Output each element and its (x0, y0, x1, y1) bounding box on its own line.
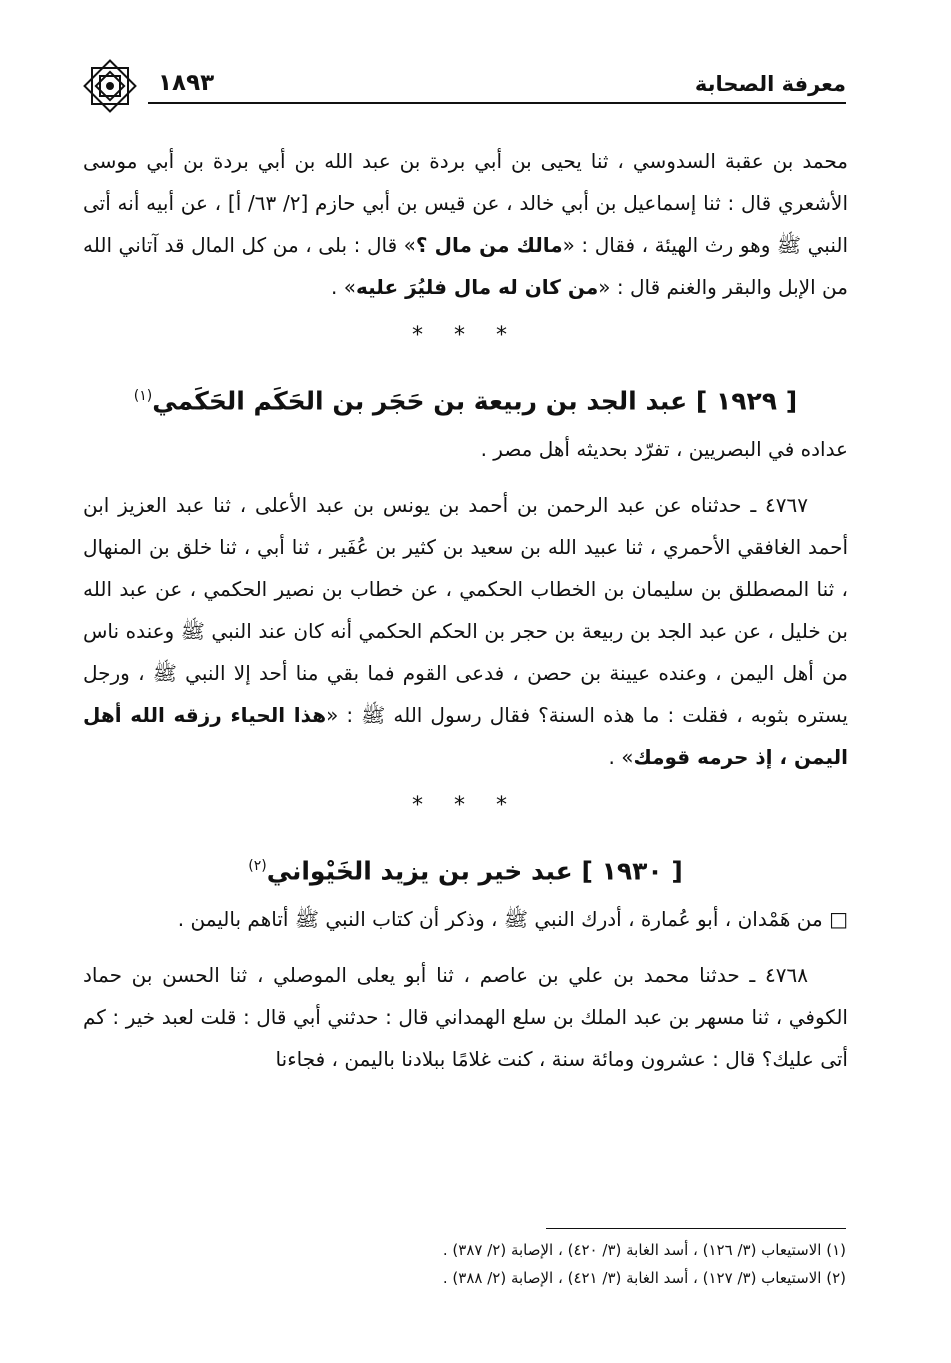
footnote-2: (٢) الاستيعاب (٣/ ١٢٧) ، أسد الغابة (٣/ ٤٢١) ، الإصابة (٢/ ٣٨٨) . (442, 1269, 846, 1287)
footnote-ref: (٢) (248, 858, 267, 874)
text-segment: » . (331, 275, 356, 299)
paragraph-previous-entry (83, 140, 848, 308)
hadith-4768: ٤٧٦٨ ـ حدثنا محمد بن علي بن عاصم ، ثنا أبو يعلى الموصلي ، ثنا الحسن بن حماد الكوفي ، ثنا مسهر بن عبد الملك بن سلع الهمداني قال : حدثني أبي قال : قلت لعبد خير : كم أتى عليك؟ قال : عشرون ومائة سنة ، كنت غلامًا ببلادنا باليمن ، فجاءنا (83, 963, 848, 1071)
section-separator: * * * (412, 793, 519, 818)
entry-heading-text: [ ١٩٣٠ ] عبد خير بن يزيد الخَيْواني (266, 856, 683, 886)
header-rule (148, 102, 846, 104)
text-segment: ٤٧٦٧ ـ حدثناه عن عبد الرحمن بن أحمد بن يونس بن عبد الأعلى ، ثنا عبد العزيز ابن أحمد الغافقي الأحمري ، ثنا عبيد الله بن سعيد بن كثير بن عُفَير ، ثنا أبي ، ثنا خلق بن المنهال ، ثنا المصطلق بن سليمان بن الخطاب الحكمي ، عن خطاب بن نصير الحكمي ، عن عبد الله بن خليل ، عن عبد الجد بن ربيعة بن حجر بن الحكم الحكمي أنه كان عند النبي ﷺ وعنده ناس من أهل اليمن ، وعنده عيينة بن حصن ، فدعى القوم فما بقي منا أحد إلا النبي ﷺ ، ورجل يستره بثوبه ، فقلت : ما هذه السنة؟ فقال رسول الله ﷺ : « (83, 493, 848, 727)
page-title: معرفة الصحابة (694, 72, 846, 96)
entry-heading-text: [ ١٩٢٩ ] عبد الجد بن ربيعة بن حَجَر بن الحَكَم الحَكَمي (152, 386, 798, 416)
page-number: ١٨٩٣ (158, 70, 215, 96)
entry-heading-1929 (83, 364, 848, 428)
entry-intro-1930: □ من هَمْدان ، أبو عُمارة ، أدرك النبي ﷺ ، وذكر أن كتاب النبي ﷺ أتاهم باليمن . (177, 907, 848, 931)
main-text (83, 140, 848, 1080)
text-segment: محمد بن عقبة السدوسي ، ثنا يحيى بن أبي بردة بن عبد الله بن أبي بردة بن أبي موسى الأشعري قال : ثنا إسماعيل بن أبي خالد ، عن قيس بن أبي حازم [٢/ ٦٣/ أ] ، عن أبيه أنه أتى النبي ﷺ وهو رث الهيئة ، فقال : « (83, 149, 848, 257)
footnote-rule (546, 1228, 846, 1229)
quote-bold: مالك من مال ؟ (415, 233, 563, 257)
footnote-ref: (١) (133, 388, 153, 404)
quote-bold: هذا الحياء رزقه الله أهل اليمن ، إذ حرمه قومك (83, 703, 848, 769)
text-segment: » قال : بلى ، من كل المال قد آتاني الله من الإبل والبقر والغنم قال : « (83, 233, 848, 299)
page-header (78, 62, 846, 102)
footnote-1: (١) الاستيعاب (٣/ ١٢٦) ، أسد الغابة (٣/ ٤٢٠) ، الإصابة (٢/ ٣٨٧) . (442, 1241, 846, 1259)
entry-intro-1929: عداده في البصريين ، تفرّد بحديثه أهل مصر . (480, 437, 848, 461)
hadith-4767 (83, 484, 848, 778)
eight-point-star-ornament-icon (78, 54, 142, 118)
footnotes (326, 1236, 846, 1292)
text-segment: » . (608, 745, 634, 769)
quote-bold: من كان له مال فليُرَ عليه (356, 275, 599, 299)
entry-heading-1930 (83, 834, 848, 898)
section-separator: * * * (412, 323, 519, 348)
